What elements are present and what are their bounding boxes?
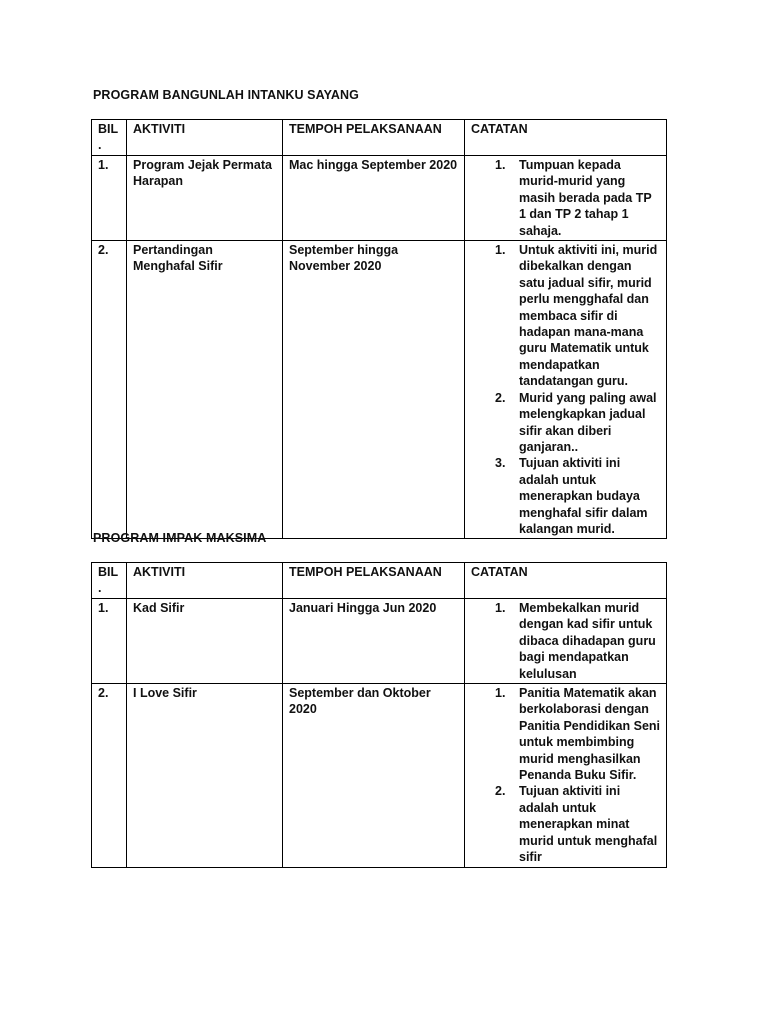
header-bil [92, 120, 127, 156]
list-text: Untuk aktiviti ini, murid dibekalkan dengan satu jadual sifir, murid perlu mengghafal dan membaca sifir di hadapan mana-mana guru Matematik untuk mendapatkan tandatangan guru. [519, 243, 658, 389]
cell-aktiviti: Program Jejak Permata Harapan [127, 156, 283, 241]
cell-bil: 1. [92, 156, 127, 241]
cell-bil: 2. [92, 684, 127, 867]
header-bil-dot: . [98, 138, 102, 153]
list-item [471, 242, 660, 390]
cell-catatan [465, 156, 667, 241]
table-header-row [92, 563, 667, 599]
list-number: 1. [495, 601, 506, 615]
header-aktiviti: AKTIVITI [127, 120, 283, 156]
program-table [91, 562, 667, 868]
list-item [471, 157, 660, 239]
list-text: Tumpuan kepada murid-murid yang masih berada pada TP 1 dan TP 2 tahap 1 sahaja. [519, 158, 652, 238]
list-text: Tujuan aktiviti ini adalah untuk menerapkan budaya menghafal sifir dalam kalangan murid. [519, 456, 648, 536]
list-text: Panitia Matematik akan berkolaborasi dengan Panitia Pendidikan Seni untuk membimbing murid menghasilkan Penanda Buku Sifir. [519, 686, 661, 783]
section-title: PROGRAM BANGUNLAH INTANKU SAYANG [93, 88, 359, 102]
table-header-row [92, 120, 667, 156]
list-text: Murid yang paling awal melengkapkan jadual sifir akan diberi ganjaran.. [519, 390, 657, 454]
cell-bil: 1. [92, 599, 127, 684]
header-bil-label: BIL [98, 122, 119, 136]
list-text: Membekalkan murid dengan kad sifir untuk dibaca dihadapan guru bagi mendapatkan kelulusan [519, 601, 656, 681]
header-aktiviti: AKTIVITI [127, 563, 283, 599]
list-item [471, 455, 660, 537]
table-row [92, 684, 667, 867]
cell-aktiviti: Pertandingan Menghafal Sifir [127, 241, 283, 539]
cell-catatan [465, 599, 667, 684]
list-item [471, 600, 660, 682]
cell-tempoh: Mac hingga September 2020 [283, 156, 465, 241]
program-table [91, 119, 667, 539]
table-row [92, 241, 667, 539]
list-number: 1. [495, 686, 506, 701]
cell-tempoh: September dan Oktober 2020 [283, 684, 465, 867]
notes-list [471, 600, 660, 682]
header-bil [92, 563, 127, 599]
section-title: PROGRAM IMPAK MAKSIMA [93, 531, 267, 545]
list-number: 3. [495, 456, 506, 471]
list-item [471, 783, 660, 865]
cell-bil: 2. [92, 241, 127, 539]
header-catatan: CATATAN [465, 563, 667, 599]
header-tempoh: TEMPOH PELAKSANAAN [283, 563, 465, 599]
list-item [471, 390, 660, 456]
table-row [92, 599, 667, 684]
cell-aktiviti: Kad Sifir [127, 599, 283, 684]
list-number: 1. [495, 158, 506, 172]
cell-aktiviti: I Love Sifir [127, 684, 283, 867]
list-item [471, 685, 660, 783]
notes-list [471, 157, 660, 239]
notes-list [471, 242, 660, 537]
header-bil-dot: . [98, 581, 102, 596]
header-catatan: CATATAN [465, 120, 667, 156]
header-bil-label: BIL [98, 565, 119, 579]
cell-catatan [465, 241, 667, 539]
list-number: 2. [495, 784, 506, 799]
cell-catatan [465, 684, 667, 867]
cell-tempoh: September hingga November 2020 [283, 241, 465, 539]
table-row [92, 156, 667, 241]
list-number: 1. [495, 243, 506, 258]
notes-list [471, 685, 660, 865]
list-text: Tujuan aktiviti ini adalah untuk menerapkan minat murid untuk menghafal sifir [519, 784, 658, 865]
list-number: 2. [495, 390, 506, 405]
cell-tempoh: Januari Hingga Jun 2020 [283, 599, 465, 684]
header-tempoh: TEMPOH PELAKSANAAN [283, 120, 465, 156]
